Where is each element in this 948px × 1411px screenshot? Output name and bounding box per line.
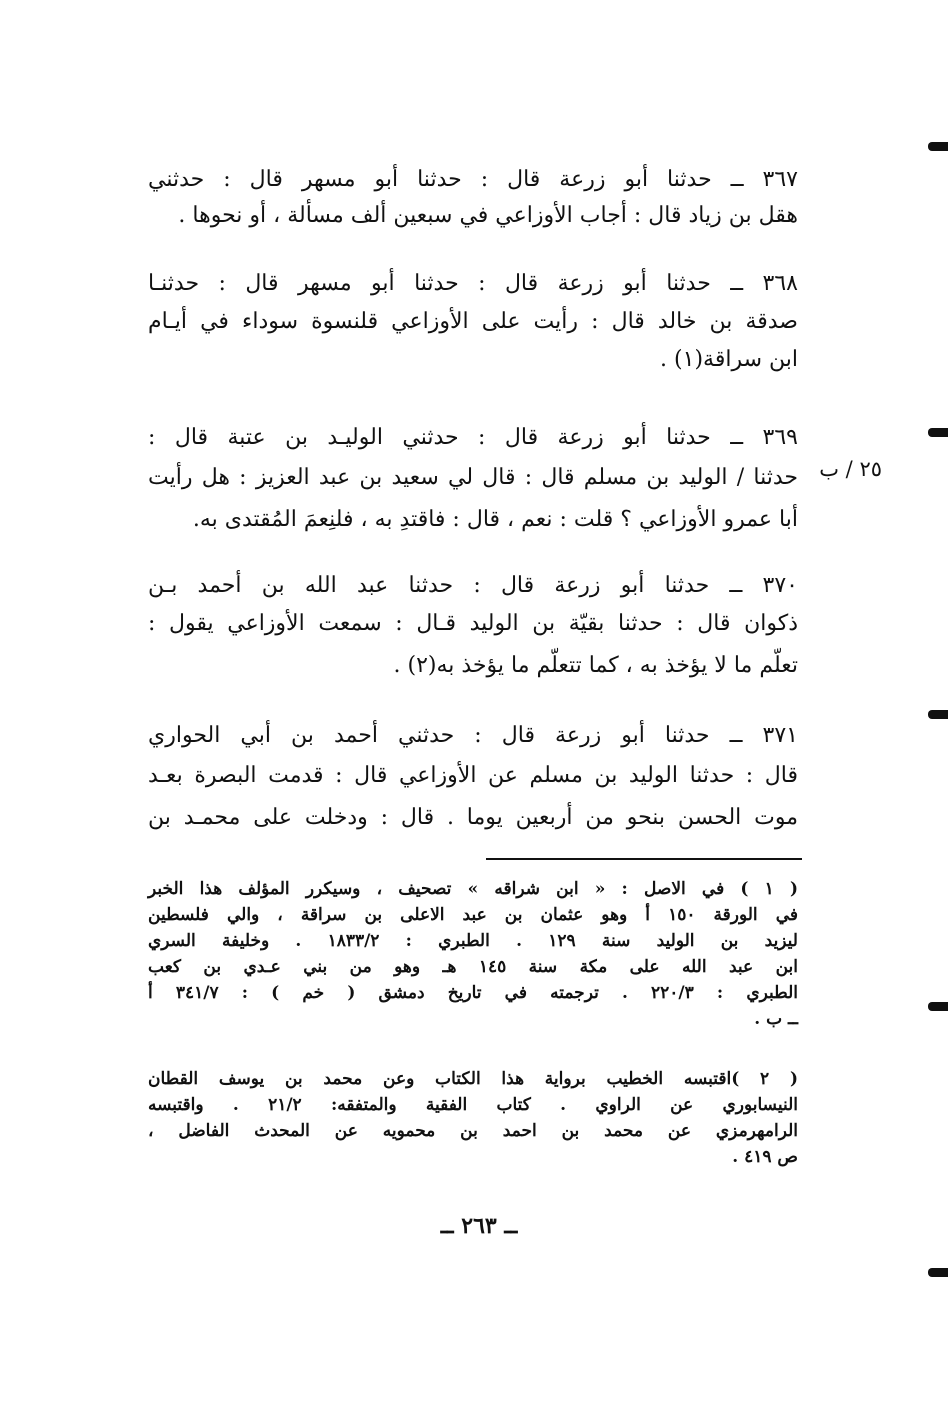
footnote-1-line-2: في الورقة ١٥٠ أ وهو عثمان بن عبد الاعلى بن سراقة ، والي فلسطين <box>148 905 798 925</box>
narration-368-line-2: صدقة بن خالد قال : رأيت على الأوزاعي قلنسوة سوداء في أيـام <box>148 309 798 334</box>
footnote-1-line-1: ( ١ ) في الاصل : « ابن شراقه » تصحيف ، وسيكرر المؤلف هذا الخبر <box>148 879 798 899</box>
footnote-separator <box>486 858 802 860</box>
page-number: ــ ٢٦٣ ــ <box>440 1213 518 1239</box>
narration-368-line-3: ابن سراقة(١) . <box>660 347 798 372</box>
narration-368-line-1: ٣٦٨ ــ حدثنا أبو زرعة قال : حدثنا أبو مسهر قال : حدثنـا <box>148 271 798 296</box>
footnote-2-line-1: ( ٢ )اقتبسه الخطيب برواية هذا الكتاب وعن محمد بن يوسف القطان <box>148 1069 798 1089</box>
footnote-2-line-4: ص ٤١٩ . <box>732 1147 798 1167</box>
scan-edge-mark <box>928 1002 948 1011</box>
scan-edge-mark <box>928 710 948 719</box>
scan-edge-mark <box>928 1268 948 1277</box>
narration-369-line-3: أبا عمرو الأوزاعي ؟ قلت : نعم ، قال : فاقتدِ به ، فلنِعمَ المُقتدى به. <box>192 507 798 532</box>
footnote-1-line-3: ليزيد بن الوليد سنة ١٢٩ . الطبري : ١٨٣٣/٢ . وخليفة السري <box>148 931 798 951</box>
scan-edge-mark <box>928 428 948 437</box>
narration-369-line-2: حدثنا / الوليد بن مسلم قال : قال لي سعيد بن عبد العزيز : هل رأيت <box>148 465 798 490</box>
footnote-2-line-2: النيسابوري عن الراوي . كتاب الفقية والمتفقه: ٢١/٢ . واقتبسه <box>148 1095 799 1115</box>
footnote-1-line-6: ــ ب . <box>754 1009 798 1029</box>
folio-margin-note: ٢٥ / ب <box>819 457 882 481</box>
narration-370-line-1: ٣٧٠ ــ حدثنا أبو زرعة قال : حدثنا عبد الله بن أحمد بـن <box>148 573 798 598</box>
narration-371-line-2: قال : حدثنا الوليد بن مسلم عن الأوزاعي قال : قدمت البصرة بعـد <box>148 763 798 788</box>
narration-370-line-2: ذكوان قال : حدثنا بقيّة بن الوليد قـال : سمعت الأوزاعي يقول : <box>148 611 798 636</box>
narration-371-line-1: ٣٧١ ــ حدثنا أبو زرعة قال : حدثني أحمد بن أبي الحواري <box>148 723 798 748</box>
narration-369-line-1: ٣٦٩ ــ حدثنا أبو زرعة قال : حدثني الوليـد بن عتبة قال : <box>148 425 798 450</box>
footnote-1-line-5: الطبري : ٢٢٠/٣ . ترجمته في تاريخ دمشق ( خم ) : ٣٤١/٧ أ <box>148 983 798 1003</box>
narration-371-line-3: موت الحسن بنحو من أربعين يوما . قال : ودخلت على محمـد بن <box>148 805 798 830</box>
footnote-1-line-4: ابن عبد الله على مكة سنة ١٤٥ هـ وهو من بني عـدي بن كعب <box>148 957 798 977</box>
scan-edge-mark <box>928 142 948 151</box>
narration-370-line-3: تعلّم ما لا يؤخذ به ، كما تتعلّم ما يؤخذ به(٢) . <box>393 653 798 678</box>
narration-367-line-2: هقل بن زياد قال : أجاب الأوزاعي في سبعين ألف مسألة ، أو نحوها . <box>178 203 798 228</box>
narration-367-line-1: ٣٦٧ ــ حدثنا أبو زرعة قال : حدثنا أبو مسهر قال : حدثني <box>148 167 798 192</box>
footnote-2-line-3: الرامهرمزي عن محمد بن احمد بن محمويه عن المحدث الفاضل ، <box>148 1121 798 1141</box>
